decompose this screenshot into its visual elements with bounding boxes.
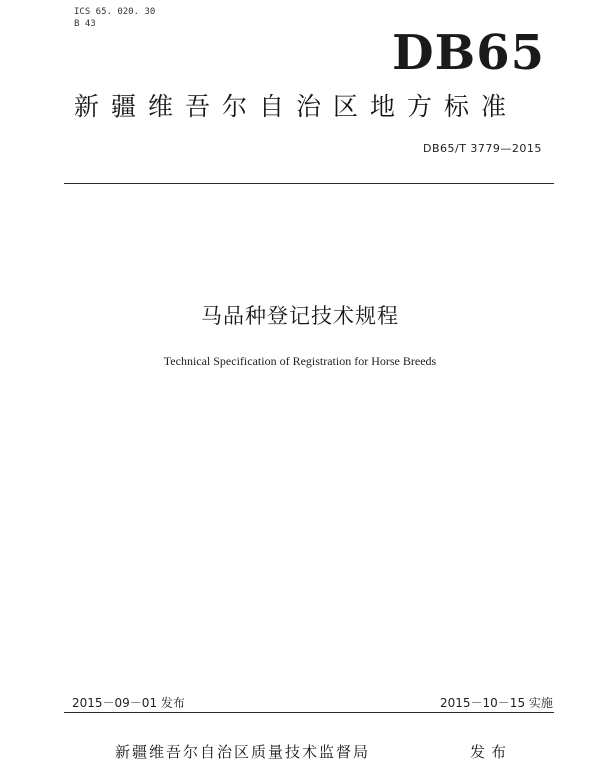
- ics-code: ICS 65. 020. 30: [74, 7, 156, 17]
- implement-date: 2015－10－15 实施: [440, 696, 553, 710]
- standard-number: DB65/T 3779—2015: [423, 142, 542, 155]
- issuing-authority: 新疆维吾尔自治区质量技术监督局: [115, 743, 371, 761]
- standard-logo: DB65: [392, 25, 545, 81]
- top-divider: [64, 183, 554, 184]
- ccs-code: B 43: [74, 19, 96, 29]
- publish-date: 2015－09－01 发布: [72, 696, 185, 710]
- bottom-divider: [64, 712, 554, 713]
- document-title-chinese: 马品种登记技术规程: [201, 304, 399, 328]
- issue-label: 发布: [470, 743, 513, 761]
- classification-codes: [74, 6, 155, 30]
- organization-title: 新疆维吾尔自治区地方标准: [74, 92, 519, 121]
- document-title-english: Technical Specification of Registration for Horse Breeds: [163, 354, 437, 368]
